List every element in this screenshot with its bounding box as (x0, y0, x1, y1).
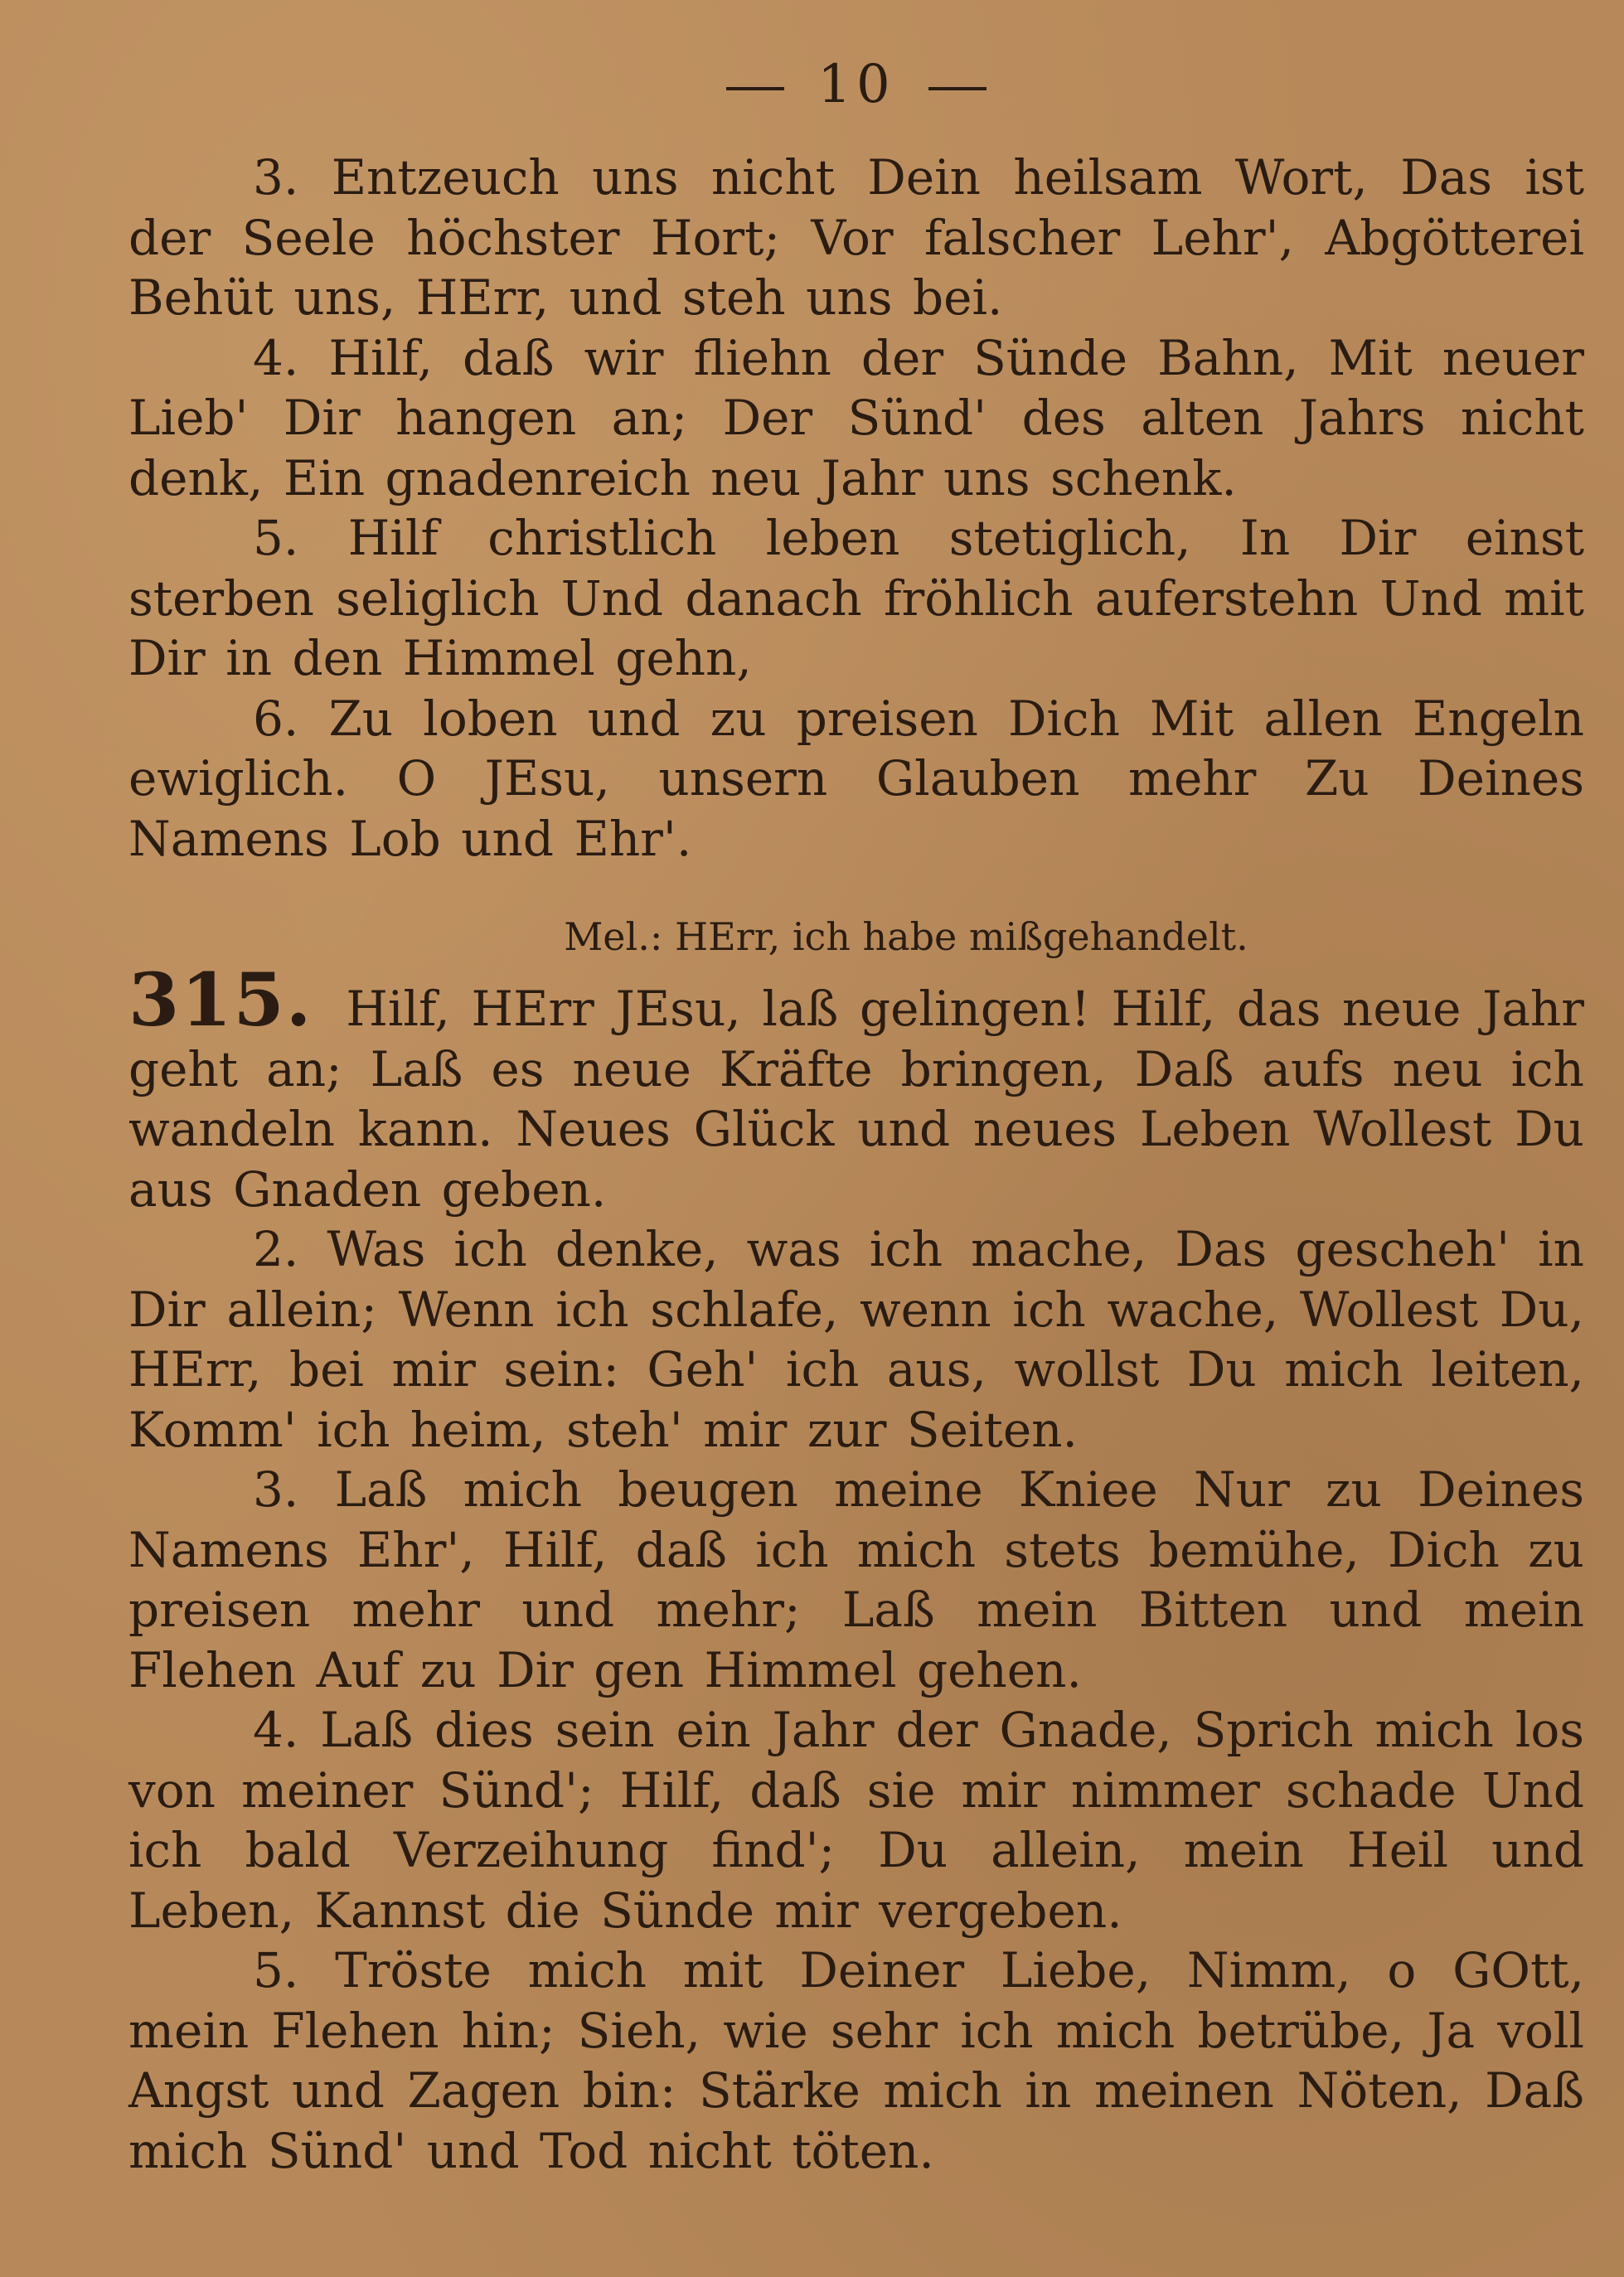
verse-text: Laß dies sein ein Jahr der Gnade, Sprich mich los von meiner Sünd'; Hilf, daß sie mir nimmer schade Und ich bald Verzeihung find'; Du allein, mein Heil und Leben, Kannst die Sünde mir vergeben. (128, 1702, 1585, 1939)
verse (128, 508, 1584, 689)
verse (128, 1460, 1584, 1700)
verse-text: Laß mich beugen meine Kniee Nur zu Deines Namens Ehr', Hilf, daß ich mich stets bemühe, Dich zu preisen mehr und mehr; Laß mein Bitten und mein Flehen Auf zu Dir gen Himmel gehen. (128, 1461, 1585, 1698)
verse (128, 328, 1584, 509)
verse-text: Tröste mich mit Deiner Liebe, Nimm, o GOtt, mein Flehen hin; Sieh, wie sehr ich mich betrübe, Ja voll Angst und Zagen bin: Stärke mich in meinen Nöten, Daß mich Sünd' und Tod nicht töten. (128, 1942, 1585, 2179)
hymn-315 (128, 957, 1585, 2181)
verse (128, 1700, 1584, 1940)
previous-hymn-verses (128, 148, 1584, 869)
verse-number: 3. (253, 149, 299, 206)
left-dash (726, 87, 784, 90)
verse-text: Zu loben und zu preisen Dich Mit allen Engeln ewiglich. O JEsu, unsern Glauben mehr Zu Deines Namens Lob und Ehr'. (128, 690, 1584, 867)
verse-text: Was ich denke, was ich mache, Das gescheh' in Dir allein; Wenn ich schlafe, wenn ich wache, Wollest Du, HErr, bei mir sein: Geh' ich aus, wollst Du mich leiten, Komm' ich heim, steh' mir zur Seiten. (128, 1221, 1584, 1458)
verse-text: Hilf, HErr JEsu, laß gelingen! Hilf, das neue Jahr geht an; Laß es neue Kräfte bringen, Daß aufs neu ich wandeln kann. Neues Glück und neues Leben Wollest Du aus Gnaden geben. (128, 981, 1584, 1218)
verse-number: 5. (253, 1942, 299, 1998)
hymn-number: 315. (128, 957, 313, 1043)
verse-text: Hilf christlich leben stetiglich, In Dir einst sterben seliglich Und danach fröhlich auferstehn Und mit Dir in den Himmel gehn, (128, 510, 1584, 686)
verse-number: 4. (253, 329, 299, 386)
verse (128, 1940, 1584, 2181)
hymn-first-verse (128, 957, 1584, 1219)
verse-number: 3. (253, 1461, 299, 1518)
verse-number: 4. (253, 1702, 299, 1758)
verse-number: 6. (253, 690, 299, 747)
right-dash (928, 87, 987, 90)
verse-text: Entzeuch uns nicht Dein heilsam Wort, Das ist der Seele höchster Hort; Vor falscher Lehr', Abgötterei Behüt uns, HErr, und steh uns bei. (128, 149, 1585, 326)
verse-text: Hilf, daß wir fliehn der Sünde Bahn, Mit neuer Lieb' Dir hangen an; Der Sünd' des alten Jahrs nicht denk, Ein gnadenreich neu Jahr uns schenk. (128, 329, 1584, 506)
melody-line: Mel.: HErr, ich habe mißgehandelt. (564, 914, 1248, 959)
verse-number: 5. (253, 510, 299, 566)
verse (128, 689, 1584, 870)
page-number: 10 (817, 54, 895, 115)
verse (128, 1219, 1584, 1460)
verse-number: 2. (253, 1221, 299, 1277)
verse (128, 148, 1584, 328)
page-number-header (128, 51, 1584, 118)
